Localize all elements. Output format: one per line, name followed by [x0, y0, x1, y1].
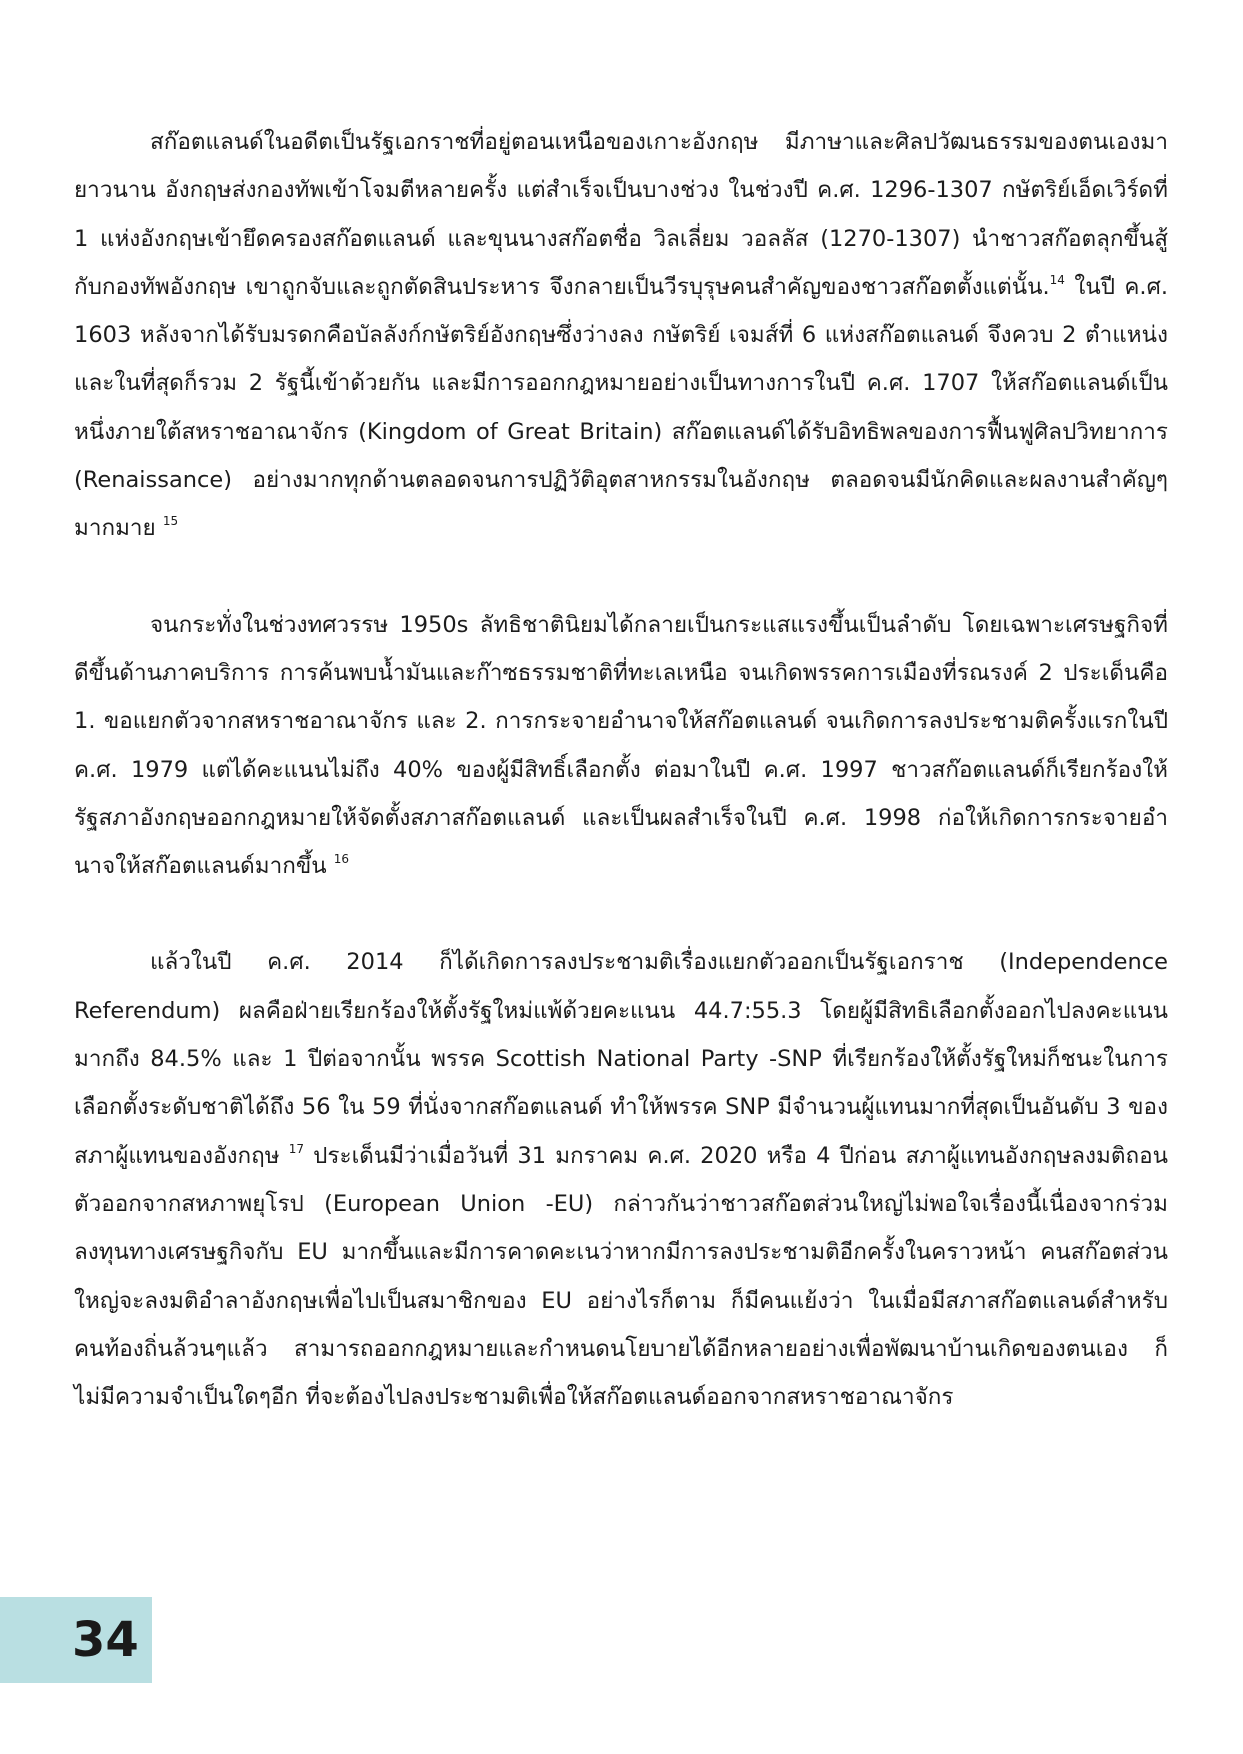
- paragraph-scotland-history: [74, 118, 1168, 553]
- footnote-ref-14: 14: [1049, 272, 1065, 287]
- page-number: 34: [72, 1612, 139, 1668]
- paragraph-nationalism: [74, 601, 1168, 891]
- footnote-ref-16: 16: [333, 852, 350, 867]
- body-text: [74, 118, 1168, 1421]
- paragraph-text: ในปี ค.ศ. 1603 หลังจากได้รับมรดกคือบัลลังก์กษัตริย์อังกฤษซึ่งว่างลง กษัตริย์ เจมส์ที่ 6 แห่งสก๊อตแลนด์ จึงควบ 2 ตำแหน่งและในที่สุดก็รวม 2 รัฐนี้เข้าด้วยกัน และมีการออกกฎหมายอย่างเป็นทางการในปี ค.ศ. 1707 ให้สก๊อตแลนด์เป็นหนึ่งภายใต้สหราชอาณาจักร (Kingdom of Great Britain) สก๊อตแลนด์ได้รับอิทธิพลของการฟื้นฟูศิลปวิทยาการ (Renaissance) อย่างมากทุกด้านตลอดจนการปฏิวัติอุตสาหกรรมในอังกฤษ ตลอดจนมีนักคิดและผลงานสำคัญๆมากมาย: [74, 273, 1169, 542]
- paragraph-text: ประเด็นมีว่าเมื่อวันที่ 31 มกราคม ค.ศ. 2020 หรือ 4 ปีก่อน สภาผู้แทนอังกฤษลงมติถอนตัวออกจากสหภาพยุโรป (European Union -EU) กล่าวกันว่าชาวสก๊อตส่วนใหญ่ไม่พอใจเรื่องนี้เนื่องจากร่วมลงทุนทางเศรษฐกิจกับ EU มากขึ้นและมีการคาดคะเนว่าหากมีการลงประชามติอีกครั้งในคราวหน้า คนสก๊อตส่วนใหญ่จะลงมติอำลาอังกฤษเพื่อไปเป็นสมาชิกของ EU อย่างไรก็ตาม ก็มีคนแย้งว่า ในเมื่อมีสภาสก๊อตแลนด์สำหรับคนท้องถิ่นล้วนๆแล้ว สามารถออกกฎหมายและกำหนดนโยบายได้อีกหลายอย่างเพื่อพัฒนาบ้านเกิดของตนเอง ก็ไม่มีความจำเป็นใดๆอีก ที่จะต้องไปลงประชามติเพื่อให้สก๊อตแลนด์ออกจากสหราชอาณาจักร: [74, 1142, 1168, 1411]
- footnote-ref-17: 17: [288, 1141, 304, 1156]
- paragraph-text: สก๊อตแลนด์ในอดีตเป็นรัฐเอกราชที่อยู่ตอนเหนือของเกาะอังกฤษ มีภาษาและศิลปวัฒนธรรมของตนเองมายาวนาน อังกฤษส่งกองทัพเข้าโจมตีหลายครั้ง แต่สำเร็จเป็นบางช่วง ในช่วงปี ค.ศ. 1296-1307 กษัตริย์เอ็ดเวิร์ดที่ 1 แห่งอังกฤษเข้ายึดครองสก๊อตแลนด์ และขุนนางสก๊อตชื่อ วิลเลี่ยม วอลลัส (1270-1307) นำชาวสก๊อตลุกขึ้นสู้กับกองทัพอังกฤษ เขาถูกจับและถูกตัดสินประหาร จึงกลายเป็นวีรบุรุษคนสำคัญของชาวสก๊อตตั้งแต่นั้น.: [74, 129, 1168, 300]
- paragraph-text: แล้วในปี ค.ศ. 2014 ก็ได้เกิดการลงประชามติเรื่องแยกตัวออกเป็นรัฐเอกราช (Independence Referendum) ผลคือฝ่ายเรียกร้องให้ตั้งรัฐใหม่แพ้ด้วยคะแนน 44.7:55.3 โดยผู้มีสิทธิเลือกตั้งออกไปลงคะแนนมากถึง 84.5% และ 1 ปีต่อจากนั้น พรรค Scottish National Party -SNP ที่เรียกร้องให้ตั้งรัฐใหม่ก็ชนะในการเลือกตั้งระดับชาติได้ถึง 56 ใน 59 ที่นั่งจากสก๊อตแลนด์ ทำให้พรรค SNP มีจำนวนผู้แทนมากที่สุดเป็นอันดับ 3 ของสภาผู้แทนของอังกฤษ: [74, 949, 1168, 1169]
- paragraph-text: จนกระทั่งในช่วงทศวรรษ 1950s ลัทธิชาตินิยมได้กลายเป็นกระแสแรงขึ้นเป็นลำดับ โดยเฉพาะเศรษฐกิจที่ดีขึ้นด้านภาคบริการ การค้นพบน้ำมันและก๊าซธรรมชาติที่ทะเลเหนือ จนเกิดพรรคการเมืองที่รณรงค์ 2 ประเด็นคือ 1. ขอแยกตัวจากสหราชอาณาจักร และ 2. การกระจายอำนาจให้สก๊อตแลนด์ จนเกิดการลงประชามติครั้งแรกในปี ค.ศ. 1979 แต่ได้คะแนนไม่ถึง 40% ของผู้มีสิทธิ์เลือกตั้ง ต่อมาในปี ค.ศ. 1997 ชาวสก๊อตแลนด์ก็เรียกร้องให้รัฐสภาอังกฤษออกกฎหมายให้จัดตั้งสภาสก๊อตแลนด์ และเป็นผลสำเร็จในปี ค.ศ. 1998 ก่อให้เกิดการกระจายอำนาจให้สก๊อตแลนด์มากขึ้น: [74, 611, 1168, 880]
- footnote-ref-15: 15: [162, 514, 179, 529]
- paragraph-referendum: [74, 938, 1168, 1421]
